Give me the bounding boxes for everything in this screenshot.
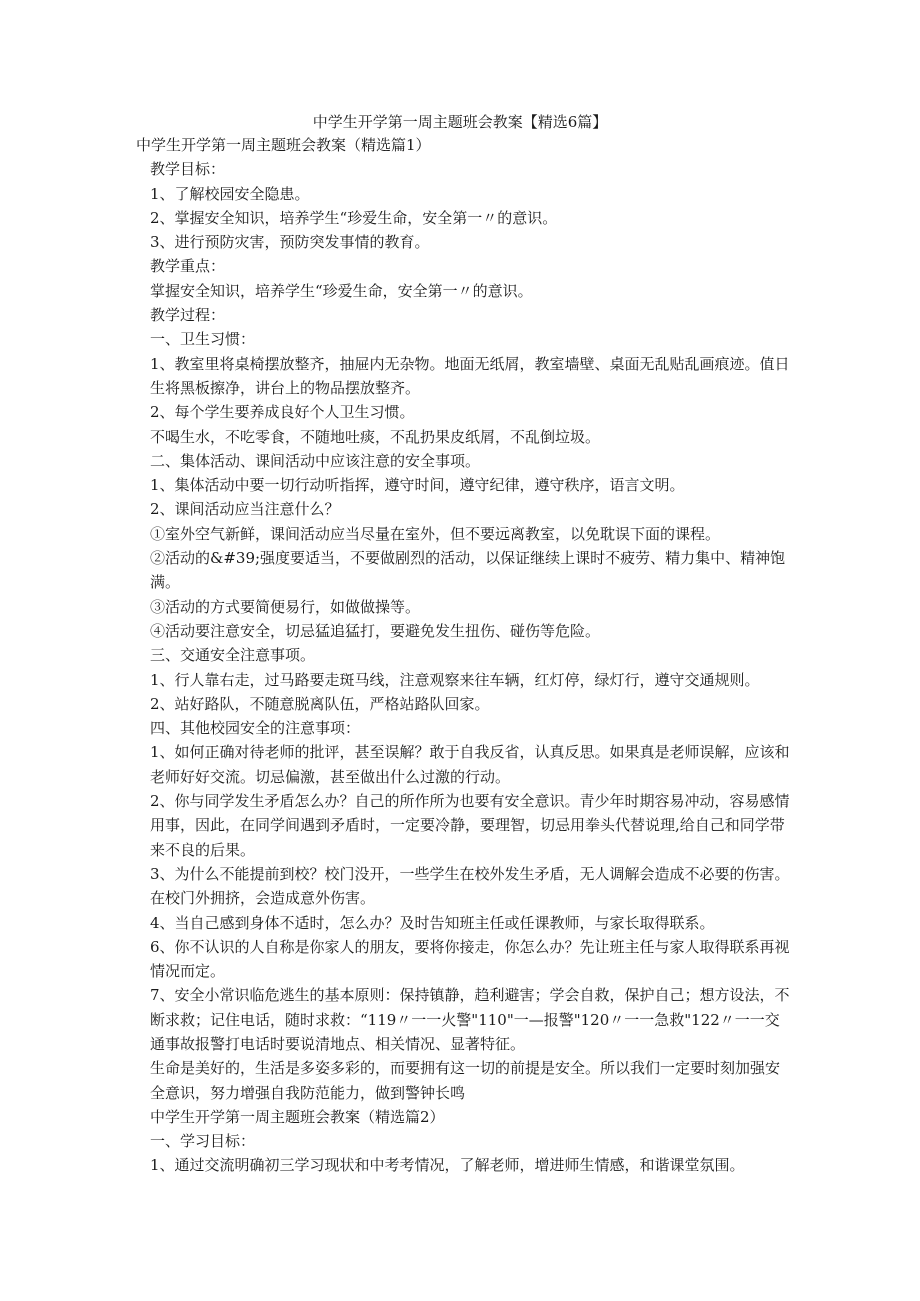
paragraph: 中学生开学第一周主题班会教案（精选篇1） <box>136 136 431 154</box>
paragraph: 2、你与同学发生矛盾怎么办？自己的所作所为也要有安全意识。青少年时期容易冲动，容易感情用事，因此，在同学间遇到矛盾时，一定要冷静，要理智，切忌用拳头代替说理,给自己和同学带来不良的后果。 <box>150 792 790 859</box>
paragraph: 三、交通安全注意事项。 <box>150 646 316 665</box>
paragraph: 3、为什么不能提前到校？校门没开，一些学生在校外发生矛盾，无人调解会造成不必要的伤害。在校门外拥挤，会造成意外伤害。 <box>150 864 790 908</box>
paragraph: 2、课间活动应当注意什么？ <box>150 500 340 519</box>
paragraph: 2、每个学生要养成良好个人卫生习惯。 <box>150 403 415 422</box>
paragraph: 二、集体活动、课间活动中应该注意的安全事项。 <box>150 451 481 470</box>
paragraph: 1、教室里将桌椅摆放整齐，抽屉内无杂物。地面无纸屑，教室墙壁、桌面无乱贴乱画痕迹。值日生将黑板擦净，讲台上的物品摆放整齐。 <box>150 354 790 397</box>
document-title: 中学生开学第一周主题班会教案【精选6篇】 <box>312 113 608 131</box>
paragraph: 2、站好路队，不随意脱离队伍，严格站路队回家。 <box>150 694 490 713</box>
paragraph: 1、了解校园安全隐患。 <box>150 184 310 203</box>
paragraph: 3、进行预防灾害，预防突发事情的教育。 <box>150 233 430 252</box>
paragraph: ①室外空气新鲜，课间活动应当尽量在室外，但不要远离教室，以免耽误下面的课程。 <box>150 524 721 543</box>
paragraph: 教学目标： <box>150 160 226 179</box>
paragraph: 1、通过交流明确初三学习现状和中考考情况，了解老师，增进师生情感，和谐课堂氛围。 <box>150 1156 745 1175</box>
paragraph: 教学过程： <box>150 306 226 325</box>
paragraph: 6、你不认识的人自称是你家人的朋友，要将你接走，你怎么办？先让班主任与家人取得联系再视情况而定。 <box>150 937 790 981</box>
paragraph: 一、学习目标： <box>150 1132 256 1151</box>
paragraph: 生命是美好的，生活是多姿多彩的，而要拥有这一切的前提是安全。所以我们一定要时刻加强安全意识，努力增强自我防范能力，做到警钟长鸣 <box>150 1059 781 1102</box>
paragraph: 1、如何正确对待老师的批评，甚至误解？敢于自我反省，认真反思。如果真是老师误解，应该和老师好好交流。切忌偏激，甚至做出什么过激的行动。 <box>150 743 790 786</box>
paragraph: 四、其他校园安全的注意事项： <box>150 719 361 738</box>
paragraph: ④活动要注意安全，切忌猛追猛打，要避免发生扭伤、碰伤等危险。 <box>150 621 601 640</box>
paragraph: 一、卫生习惯： <box>150 330 256 349</box>
paragraph: 7、安全小常识临危逃生的基本原则：保持镇静，趋利避害；学会自救，保护自己；想方设法，不断求救；记住电话，随时求救：“119〃一一火警"110"一—报警"120〃一一急救"122〃一一交通事故报警打电话时要说清地点、相关情况、显著特征。 <box>150 986 790 1053</box>
paragraph: 教学重点： <box>150 257 226 276</box>
document-body <box>136 133 791 1178</box>
paragraph: ②活动的&#39;强度要适当，不要做剧烈的活动，以保证继续上课时不疲劳、精力集中、精神饱满。 <box>150 549 786 592</box>
paragraph: 不喝生水，不吃零食，不随地吐痰，不乱扔果皮纸屑，不乱倒垃圾。 <box>150 427 601 446</box>
paragraph: 1、行人靠右走，过马路要走斑马线，注意观察来往车辆，红灯停，绿灯行，遵守交通规则。 <box>150 670 760 689</box>
paragraph: 1、集体活动中要一切行动听指挥，遵守时间，遵守纪律，遵守秩序，语言文明。 <box>150 476 685 495</box>
paragraph: ③活动的方式要简便易行，如做做操等。 <box>150 597 421 616</box>
paragraph: 4、当自己感到身体不适时，怎么办？及时告知班主任或任课教师，与家长取得联系。 <box>150 913 715 932</box>
paragraph: 2、掌握安全知识，培养学生“珍爱生命，安全第一〃的意识。 <box>150 208 558 227</box>
paragraph: 掌握安全知识，培养学生“珍爱生命，安全第一〃的意识。 <box>150 281 533 300</box>
paragraph: 中学生开学第一周主题班会教案（精选篇2） <box>150 1107 445 1126</box>
